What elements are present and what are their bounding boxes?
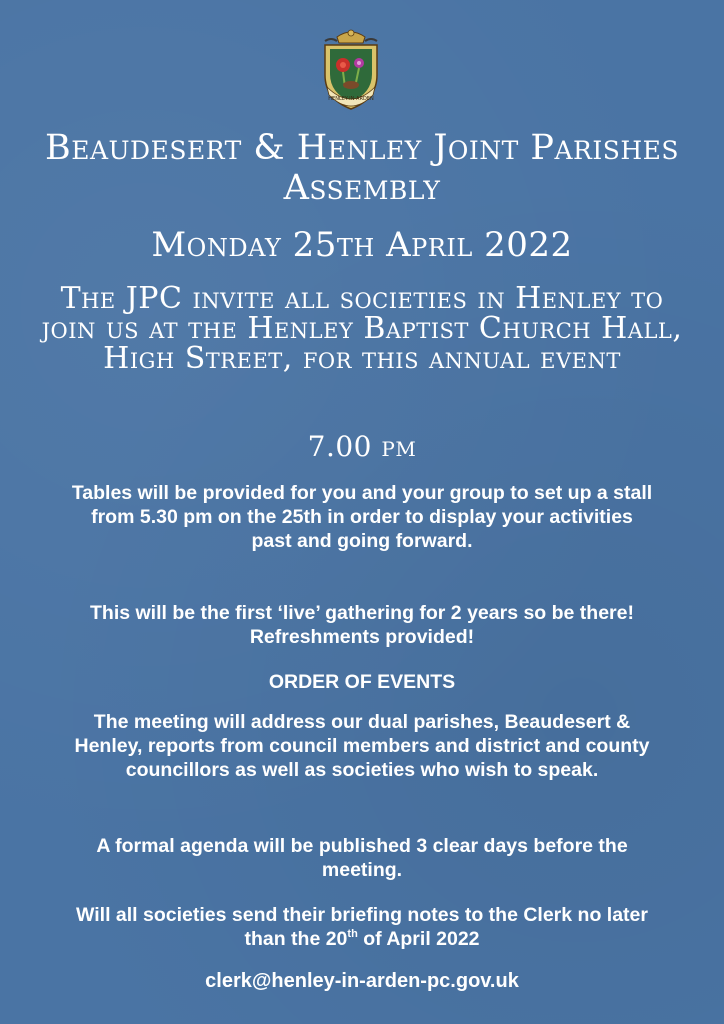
briefing-text-start: Will all societies send their briefing notes to the Clerk no later than the 20	[76, 904, 648, 950]
invitation-text: The JPC invite all societies in Henley to join us at the Henley Baptist Church Hall, High Street, for this annual event	[41, 281, 683, 376]
gathering-paragraph: This will be the first ‘live’ gathering for 2 years so be there! Refreshments provided!	[90, 602, 634, 648]
page-title: Beaudesert & Henley Joint Parishes Assembly	[44, 128, 680, 208]
briefing-text-end: of April 2022	[357, 928, 480, 950]
tables-paragraph: Tables will be provided for you and your group to set up a stall from 5.30 pm on the 25th in order to display your activities past and going forward.	[71, 482, 653, 552]
crest-motto-text: HENLEY-IN-ARDEN	[328, 96, 374, 102]
parish-crest-logo	[307, 27, 395, 113]
clerk-email[interactable]: clerk@henley-in-arden-pc.gov.uk	[205, 970, 519, 992]
agenda-paragraph: A formal agenda will be published 3 clear days before the meeting.	[96, 835, 628, 881]
order-of-events-heading: ORDER OF EVENTS	[268, 671, 456, 693]
meeting-paragraph: The meeting will address our dual parishes, Beaudesert & Henley, reports from council members and district and county councillors as well as societies who wish to speak.	[74, 711, 650, 781]
briefing-ordinal-suffix: th	[347, 927, 358, 940]
briefing-paragraph	[70, 903, 654, 951]
event-time: 7.00 pm	[307, 430, 417, 463]
event-date: Monday 25th April 2022	[151, 225, 573, 265]
